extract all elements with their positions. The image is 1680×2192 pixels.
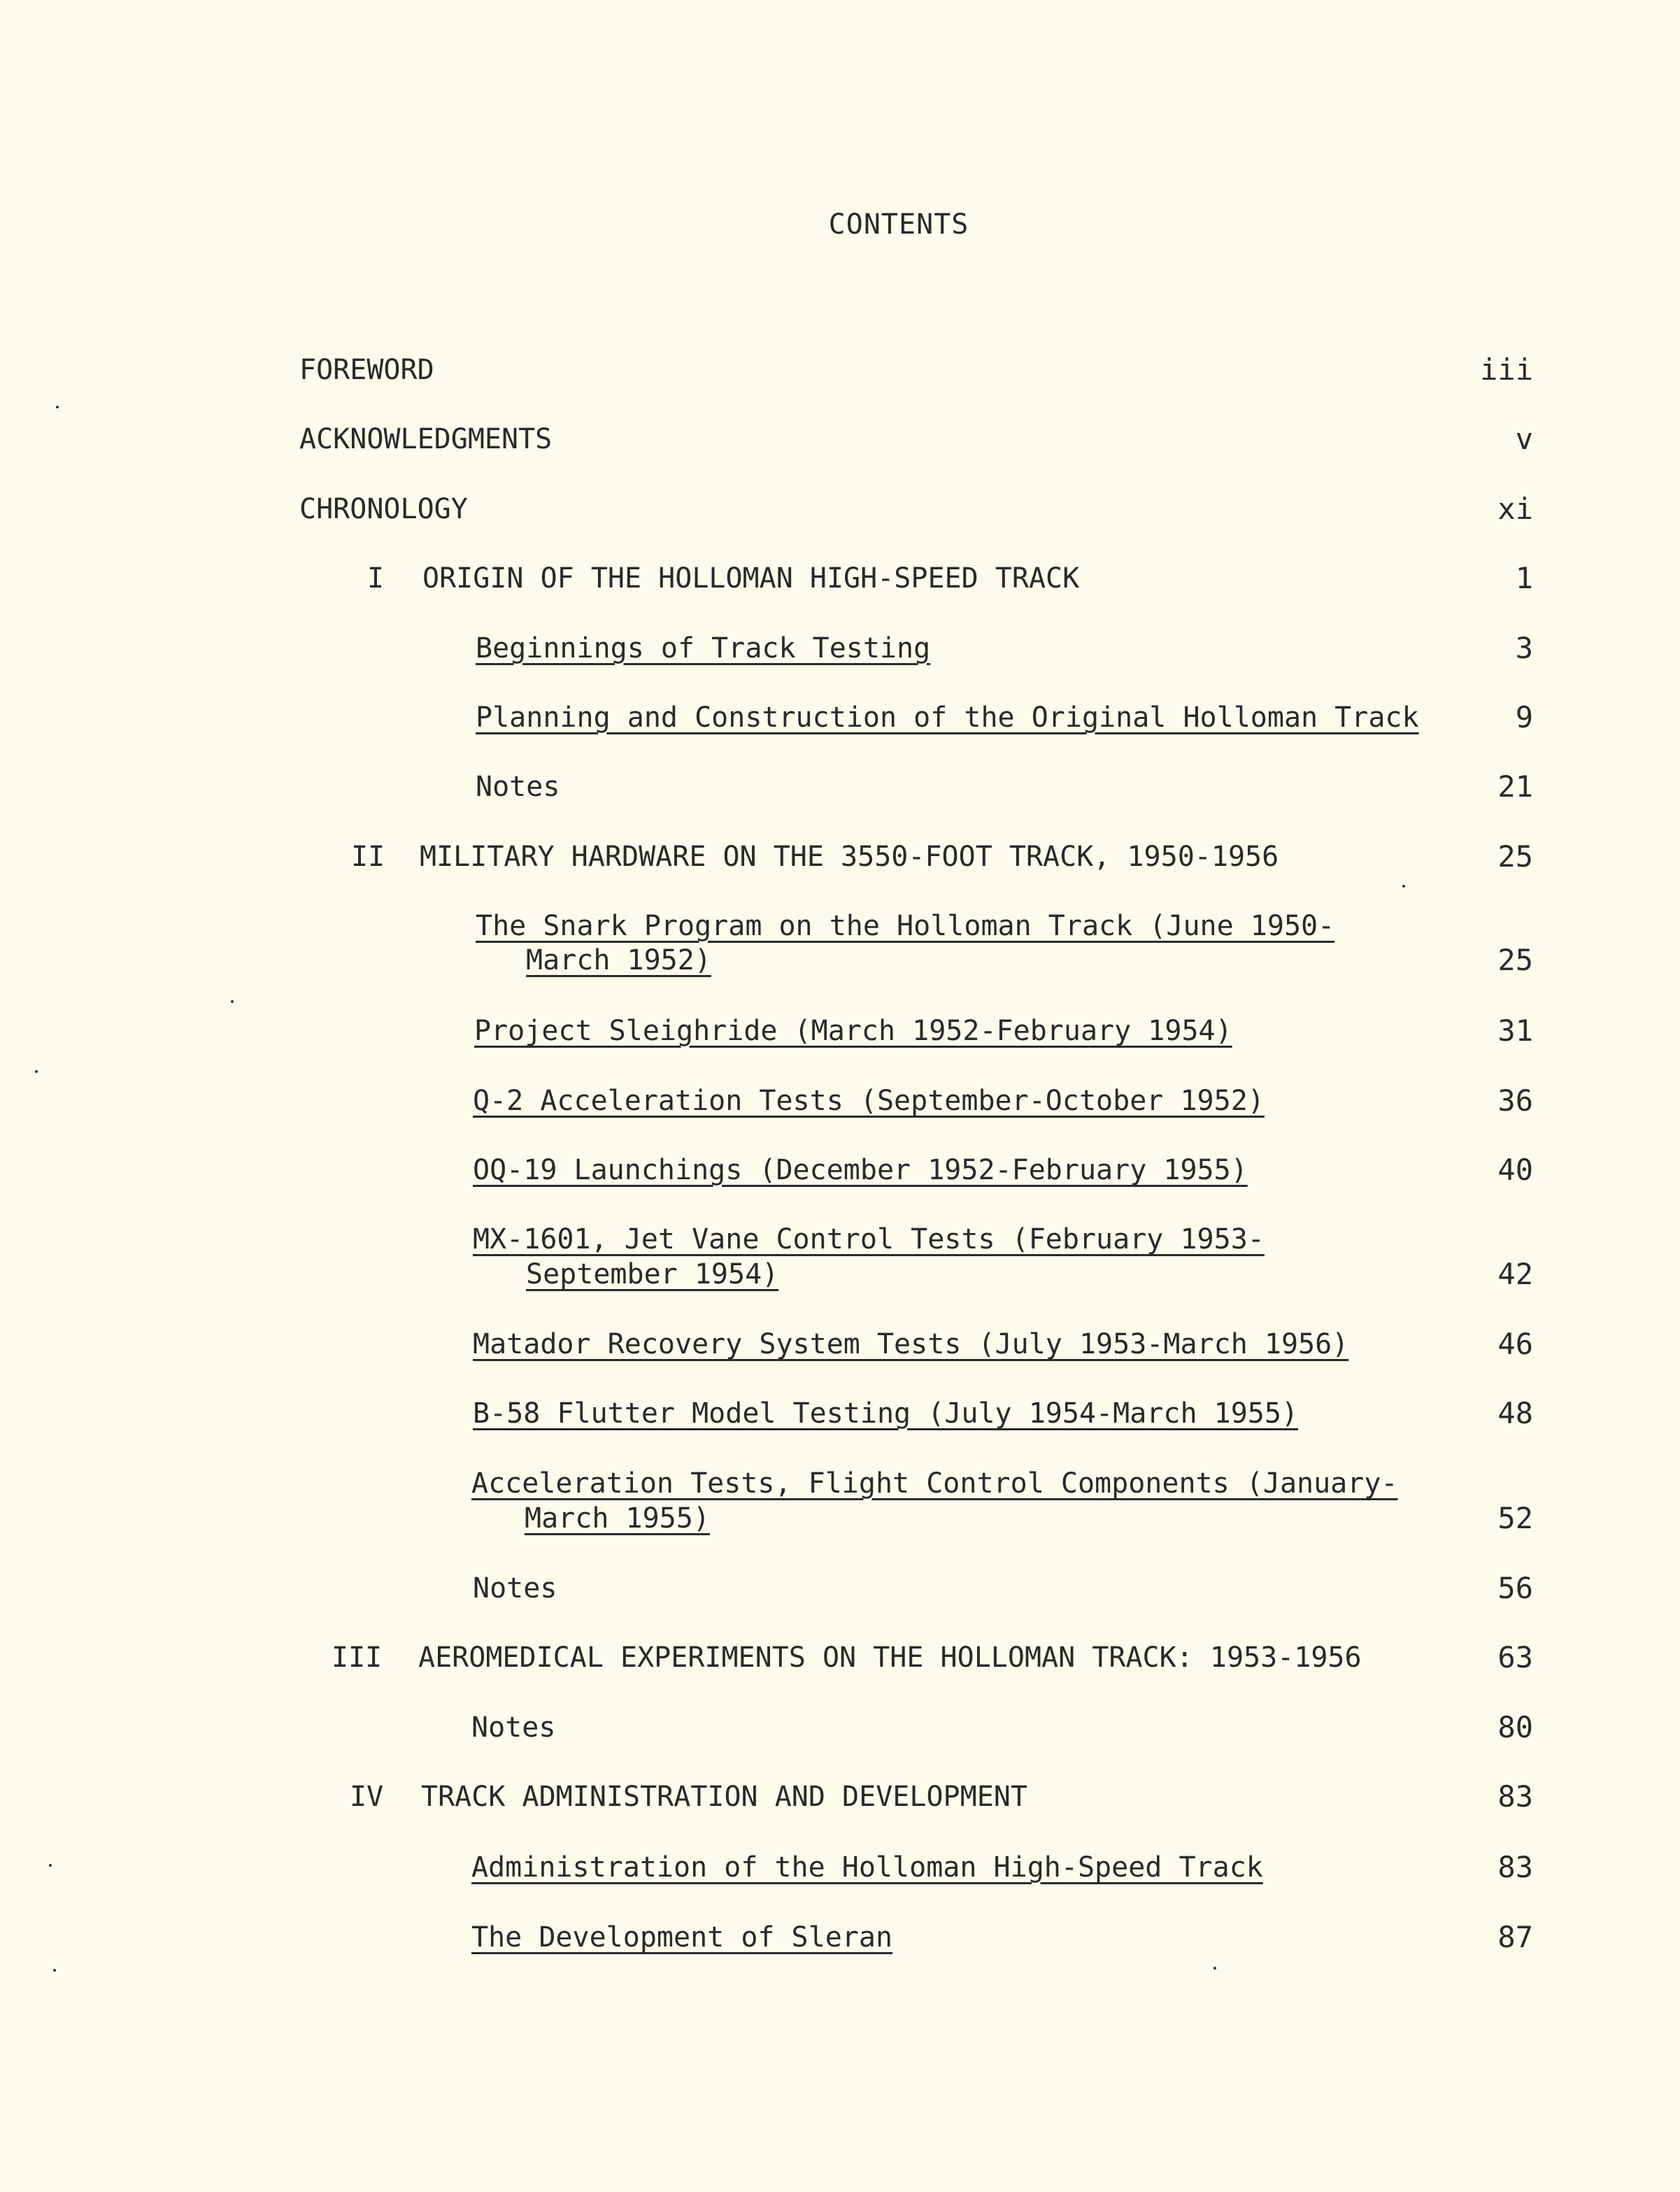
paper-speck <box>231 1000 234 1003</box>
toc-section-entry-continuation[interactable]: March 1952) <box>526 944 711 976</box>
toc-section-entry[interactable]: Acceleration Tests, Flight Control Components (January- <box>471 1467 1398 1500</box>
toc-page-number: 80 <box>1497 1710 1533 1744</box>
paper-speck <box>53 1969 56 1972</box>
toc-page-number: 87 <box>1497 1920 1533 1954</box>
paper-speck <box>35 1070 38 1073</box>
chapter-title: TRACK ADMINISTRATION AND DEVELOPMENT <box>421 1781 1027 1813</box>
toc-section-entry[interactable]: Matador Recovery System Tests (July 1953-March 1956) <box>473 1328 1349 1360</box>
toc-entry-label: CHRONOLOGY <box>299 493 468 525</box>
toc-section-entry[interactable]: MX-1601, Jet Vane Control Tests (February 1953- <box>473 1223 1265 1255</box>
toc-entry-label: FOREWORD <box>299 354 434 386</box>
page-title: CONTENTS <box>828 208 969 241</box>
toc-page-number: 21 <box>1497 769 1533 804</box>
toc-page-number: 48 <box>1497 1396 1533 1430</box>
toc-page-number: 1 <box>1515 561 1533 595</box>
toc-section-entry-continuation[interactable]: September 1954) <box>526 1258 779 1290</box>
toc-section-entry-continuation[interactable]: March 1955) <box>525 1502 710 1535</box>
toc-notes-entry[interactable]: Notes <box>476 771 560 803</box>
toc-page-number: 83 <box>1497 1779 1533 1814</box>
toc-page-number: v <box>1515 422 1533 456</box>
toc-section-entry[interactable]: Project Sleighride (March 1952-February 1954) <box>474 1015 1232 1047</box>
toc-section-entry[interactable]: Q-2 Acceleration Tests (September-October 1952) <box>473 1085 1265 1117</box>
chapter-title: MILITARY HARDWARE ON THE 3550-FOOT TRACK, 1950-1956 <box>420 841 1279 873</box>
toc-entry-foreword[interactable] <box>299 353 434 387</box>
toc-page-number: 52 <box>1497 1501 1533 1535</box>
toc-section-entry[interactable]: The Snark Program on the Holloman Track (June 1950- <box>476 910 1335 942</box>
toc-page-number: xi <box>1497 492 1533 526</box>
toc-page-number: 9 <box>1515 700 1533 734</box>
chapter-numeral: II <box>351 841 385 873</box>
toc-page-number: 25 <box>1497 839 1533 874</box>
toc-section-entry[interactable]: Administration of the Holloman High-Speed Track <box>471 1851 1263 1884</box>
toc-page-number: 63 <box>1497 1640 1533 1674</box>
toc-page-number: 42 <box>1497 1257 1533 1291</box>
toc-page-number: 46 <box>1497 1327 1533 1361</box>
toc-section-entry[interactable]: B-58 Flutter Model Testing (July 1954-March 1955) <box>473 1397 1299 1430</box>
chapter-numeral: III <box>332 1642 383 1674</box>
toc-page-number: 25 <box>1497 943 1533 977</box>
chapter-heading-iii[interactable] <box>332 1640 382 1675</box>
paper-speck <box>56 406 59 408</box>
toc-page-number: 36 <box>1497 1083 1533 1118</box>
chapter-heading-i[interactable] <box>367 561 384 596</box>
chapter-title: AEROMEDICAL EXPERIMENTS ON THE HOLLOMAN TRACK: 1953-1956 <box>418 1642 1362 1674</box>
toc-section-entry[interactable]: The Development of Sleran <box>471 1921 893 1953</box>
toc-section-entry[interactable]: OQ-19 Launchings (December 1952-February 1955) <box>473 1154 1248 1186</box>
toc-notes-entry[interactable]: Notes <box>473 1572 557 1604</box>
toc-section-entry[interactable]: Beginnings of Track Testing <box>476 632 931 664</box>
chapter-heading-iv[interactable] <box>350 1779 383 1814</box>
toc-entry-acknowledgments[interactable] <box>299 422 552 457</box>
toc-page-number: 56 <box>1497 1571 1533 1605</box>
toc-page-number: iii <box>1480 353 1533 387</box>
toc-notes-entry[interactable]: Notes <box>471 1711 556 1744</box>
toc-page-number: 40 <box>1497 1153 1533 1187</box>
toc-page-number: 83 <box>1497 1850 1533 1884</box>
paper-speck <box>1213 1967 1216 1970</box>
paper-speck <box>49 1864 52 1867</box>
toc-section-entry[interactable]: Planning and Construction of the Original Holloman Track <box>476 702 1419 734</box>
toc-page-number: 3 <box>1515 631 1533 665</box>
chapter-heading-ii[interactable] <box>351 839 385 874</box>
chapter-title: ORIGIN OF THE HOLLOMAN HIGH-SPEED TRACK <box>422 562 1080 595</box>
paper-speck <box>1402 885 1405 888</box>
toc-entry-label: ACKNOWLEDGMENTS <box>299 423 553 455</box>
chapter-numeral: IV <box>350 1781 384 1813</box>
toc-page-number: 31 <box>1497 1013 1533 1048</box>
toc-entry-chronology[interactable] <box>299 492 468 527</box>
chapter-numeral: I <box>367 562 385 595</box>
